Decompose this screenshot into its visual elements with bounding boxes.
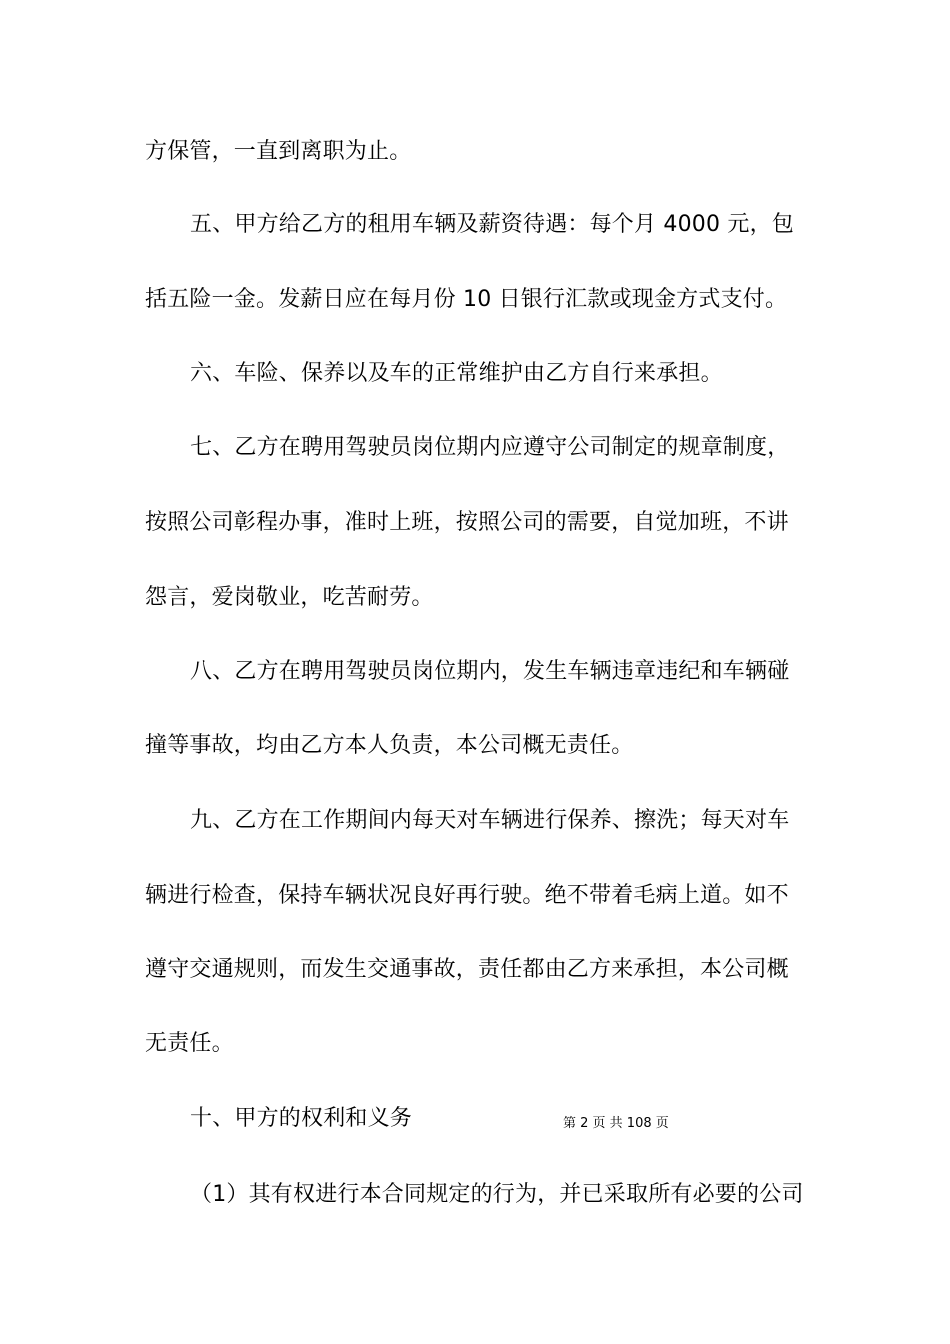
paragraph-line: 七、乙方在聘用驾驶员岗位期内应遵守公司制定的规章制度，: [190, 435, 790, 460]
paragraph-line: 方保管，一直到离职为止。: [145, 139, 412, 164]
paragraph-line: 五、甲方给乙方的租用车辆及薪资待遇：每个月 4000 元，包: [190, 212, 794, 237]
paragraph-line: 八、乙方在聘用驾驶员岗位期内，发生车辆违章违纪和车辆碰: [190, 659, 790, 684]
paragraph-line: 辆进行检查，保持车辆状况良好再行驶。绝不带着毛病上道。如不: [145, 883, 789, 908]
section-heading: 十、甲方的权利和义务: [190, 1106, 413, 1131]
paragraph-line: 撞等事故，均由乙方本人负责，本公司概无责任。: [145, 733, 634, 758]
paragraph-line: （1）其有权进行本合同规定的行为，并已采取所有必要的公司: [190, 1182, 804, 1207]
page-number-footer: 第 2 页 共 108 页: [563, 1116, 669, 1131]
paragraph-line: 按照公司彰程办事，准时上班，按照公司的需要，自觉加班，不讲: [145, 510, 789, 535]
paragraph-line: 九、乙方在工作期间内每天对车辆进行保养、擦洗；每天对车: [190, 808, 790, 833]
paragraph-line: 六、车险、保养以及车的正常维护由乙方自行来承担。: [190, 361, 723, 386]
paragraph-line: 怨言，爱岗敬业，吃苦耐劳。: [145, 585, 434, 610]
paragraph-line: 遵守交通规则，而发生交通事故，责任都由乙方来承担，本公司概: [145, 957, 789, 982]
paragraph-line: 括五险一金。发薪日应在每月份 10 日银行汇款或现金方式支付。: [145, 287, 788, 312]
paragraph-line: 无责任。: [145, 1031, 234, 1056]
